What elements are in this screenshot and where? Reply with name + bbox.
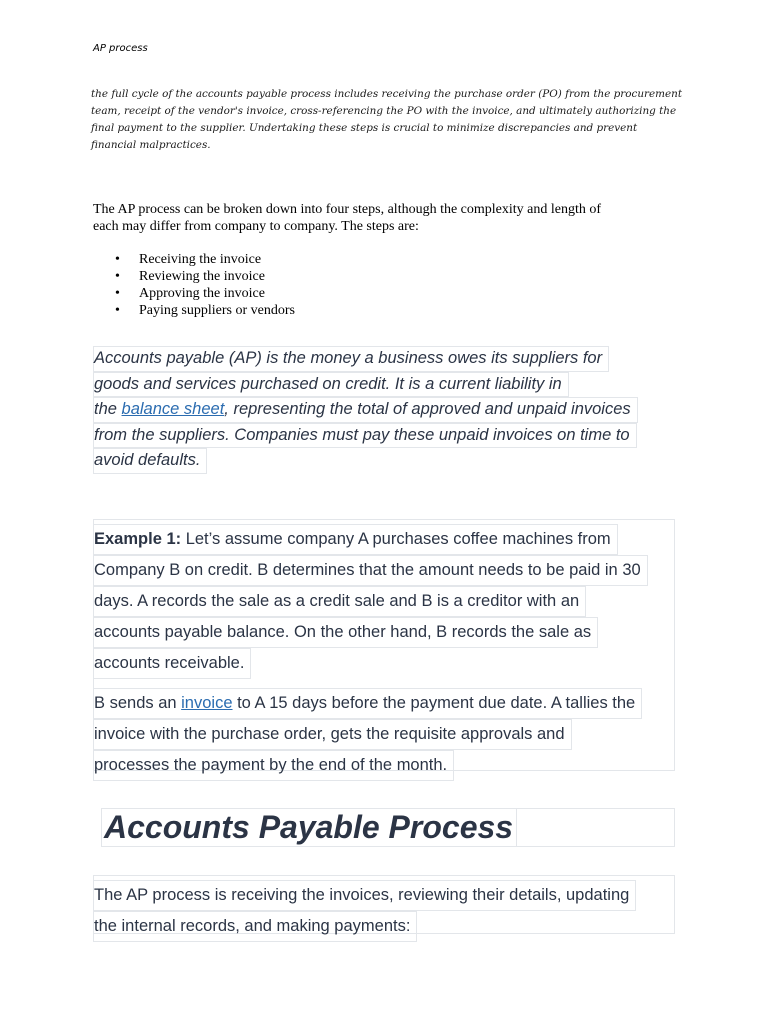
definition-text: , representing the total of approved and unpaid invoices: [224, 400, 631, 418]
intro-line: the full cycle of the accounts payable process includes receiving the purchase order (PO) from the procurement: [91, 88, 683, 100]
steps-intro-paragraph: [93, 201, 673, 235]
example-line: accounts payable balance. On the other hand, B records the sale as: [93, 617, 598, 648]
example-line: Company B on credit. B determines that the amount needs to be paid in 30: [93, 555, 648, 586]
page-header-title: AP process: [93, 43, 148, 54]
example-line: invoice with the purchase order, gets the requisite approvals and: [93, 719, 572, 750]
definition-line: Accounts payable (AP) is the money a business owes its suppliers for: [93, 346, 609, 372]
list-item: [93, 268, 295, 285]
definition-line: from the suppliers. Companies must pay these unpaid invoices on time to: [93, 423, 637, 449]
invoice-link[interactable]: invoice: [181, 694, 233, 712]
list-item: [93, 285, 295, 302]
bullet-icon: •: [115, 286, 120, 301]
example-text: Let’s assume company A purchases coffee machines from: [181, 530, 611, 548]
intro-line: final payment to the supplier. Undertaking these steps is crucial to minimize discrepancies and prevent: [91, 122, 638, 134]
list-item: [93, 302, 295, 319]
definition-line: avoid defaults.: [93, 448, 207, 474]
process-line: The AP process is receiving the invoices, reviewing their details, updating: [93, 880, 636, 911]
intro-line: financial malpractices.: [91, 139, 211, 151]
section-heading: Accounts Payable Process: [101, 808, 517, 847]
list-item: [93, 251, 295, 268]
example-line: accounts receivable.: [93, 648, 251, 679]
list-item-label: Paying suppliers or vendors: [139, 303, 295, 318]
steps-list: [93, 251, 295, 319]
process-line: the internal records, and making payments:: [93, 911, 417, 942]
example-paragraph-2: [93, 688, 683, 781]
example-line: processes the payment by the end of the month.: [93, 750, 454, 781]
bullet-icon: •: [115, 252, 120, 267]
process-paragraph: [93, 880, 683, 942]
bullet-icon: •: [115, 269, 120, 284]
example-line: days. A records the sale as a credit sale and B is a creditor with an: [93, 586, 586, 617]
steps-intro-line: The AP process can be broken down into four steps, although the complexity and length of: [93, 202, 602, 217]
list-item-label: Reviewing the invoice: [139, 269, 265, 284]
steps-intro-line: each may differ from company to company. The steps are:: [93, 219, 419, 234]
intro-line: team, receipt of the vendor's invoice, cross-referencing the PO with the invoice, and ultimately authorizing the: [91, 105, 677, 117]
example-text: B sends an: [94, 694, 182, 712]
balance-sheet-link[interactable]: balance sheet: [121, 400, 225, 418]
definition-line: [93, 397, 638, 423]
definition-line: goods and services purchased on credit. It is a current liability in: [93, 372, 569, 398]
ap-definition-paragraph: [93, 346, 683, 474]
example-line: [93, 688, 642, 719]
intro-paragraph: [91, 86, 691, 154]
example-text: to A 15 days before the payment due date. A tallies the: [232, 694, 636, 712]
definition-text: the: [94, 400, 122, 418]
list-item-label: Approving the invoice: [139, 286, 265, 301]
list-item-label: Receiving the invoice: [139, 252, 262, 267]
bullet-icon: •: [115, 303, 120, 318]
example-label: Example 1:: [94, 530, 182, 548]
example-paragraph-1: [93, 524, 683, 679]
example-line: [93, 524, 618, 555]
